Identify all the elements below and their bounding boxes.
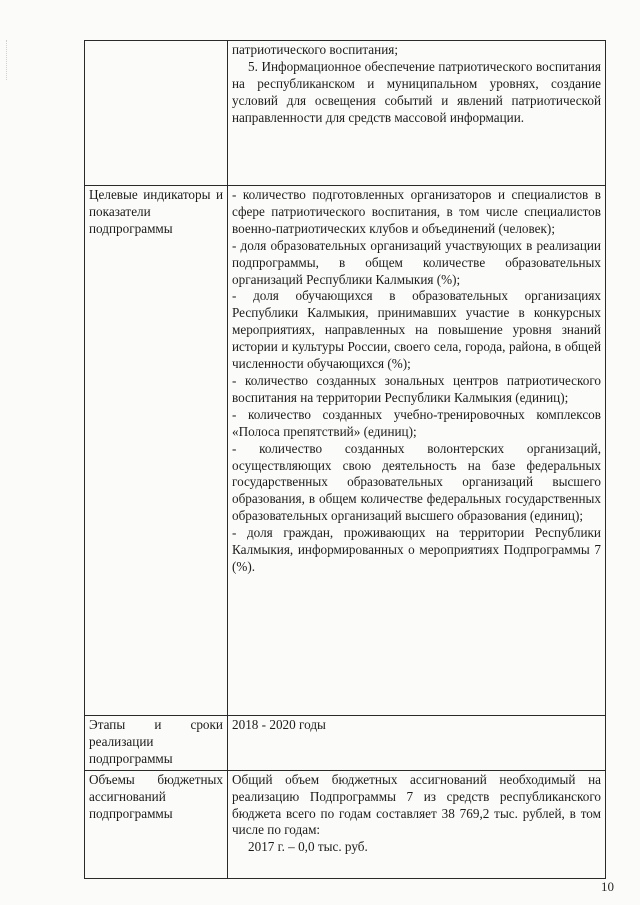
page-number: 10 bbox=[601, 879, 614, 894]
row-label-cell bbox=[85, 770, 228, 878]
row-label-cell bbox=[85, 716, 228, 771]
budget-year-line: 2017 г. – 0,0 тыс. руб. bbox=[248, 839, 368, 855]
budget-paragraph: Общий объем бюджетных ассигнований необходимый на реализацию Подпрограммы 7 из средств республиканского бюджета всего по годам составляет 38 769,2 тыс. рублей, в том числе по годам: bbox=[232, 771, 601, 838]
table-row bbox=[85, 716, 606, 771]
indicator-item: - количество созданных учебно-тренировочных комплексов «Полоса препятствий» (единиц); bbox=[232, 406, 601, 439]
indicator-item: - доля образовательных организаций участвующих в реализации подпрограммы, в общем количестве образовательных организаций Республики Калмыкия (%); bbox=[232, 237, 601, 287]
row-label: Целевые индикаторы и показатели подпрограммы bbox=[89, 187, 223, 236]
content-paragraph: 5. Информационное обеспечение патриотического воспитания на республиканском и муниципальном уровнях, создание условий для освещения событий и явлений патриотической направленности для средств массовой информации. bbox=[232, 58, 601, 125]
row-label-cell bbox=[85, 186, 228, 716]
table-row bbox=[85, 186, 606, 716]
indicator-item: - количество созданных волонтерских организаций, осуществляющих свою деятельность на базе федеральных государственных образовательных организаций высшего образования, в общем количестве федеральных государственных образовательных организаций высшего образования (единиц); bbox=[232, 440, 601, 524]
row-label: Этапы и сроки реализации подпрограммы bbox=[89, 717, 223, 766]
row-content-cell bbox=[228, 41, 606, 186]
row-label: Объемы бюджетных ассигнований подпрограммы bbox=[89, 771, 223, 821]
row-label-cell bbox=[85, 41, 228, 186]
margin-mark bbox=[6, 40, 9, 80]
indicator-item: - доля граждан, проживающих на территории Республики Калмыкия, информированных о мероприятиях Подпрограммы 7 (%). bbox=[232, 525, 601, 574]
row-content-cell bbox=[228, 186, 606, 716]
row-content-cell bbox=[228, 716, 606, 771]
content-paragraph: патриотического воспитания; bbox=[232, 42, 399, 57]
passport-table bbox=[84, 40, 606, 879]
table-row bbox=[85, 41, 606, 186]
indicator-item: - доля обучающихся в образовательных организациях Республики Калмыкия, принимавших участие в конкурсных мероприятиях, направленных на повышение уровня знаний истории и культуры России, своего села, города, района, в общей численности обучающихся (%); bbox=[232, 288, 601, 372]
row-content-cell bbox=[228, 770, 606, 878]
indicator-item: - количество созданных зональных центров патриотического воспитания на территории Республики Калмыкия (единиц); bbox=[232, 372, 601, 405]
indicator-item: - количество подготовленных организаторов и специалистов в сфере патриотического воспитания, в том числе специалистов военно-патриотических клубов и объединений (человек); bbox=[232, 187, 601, 236]
table-row bbox=[85, 770, 606, 878]
period-value: 2018 - 2020 годы bbox=[232, 717, 326, 732]
